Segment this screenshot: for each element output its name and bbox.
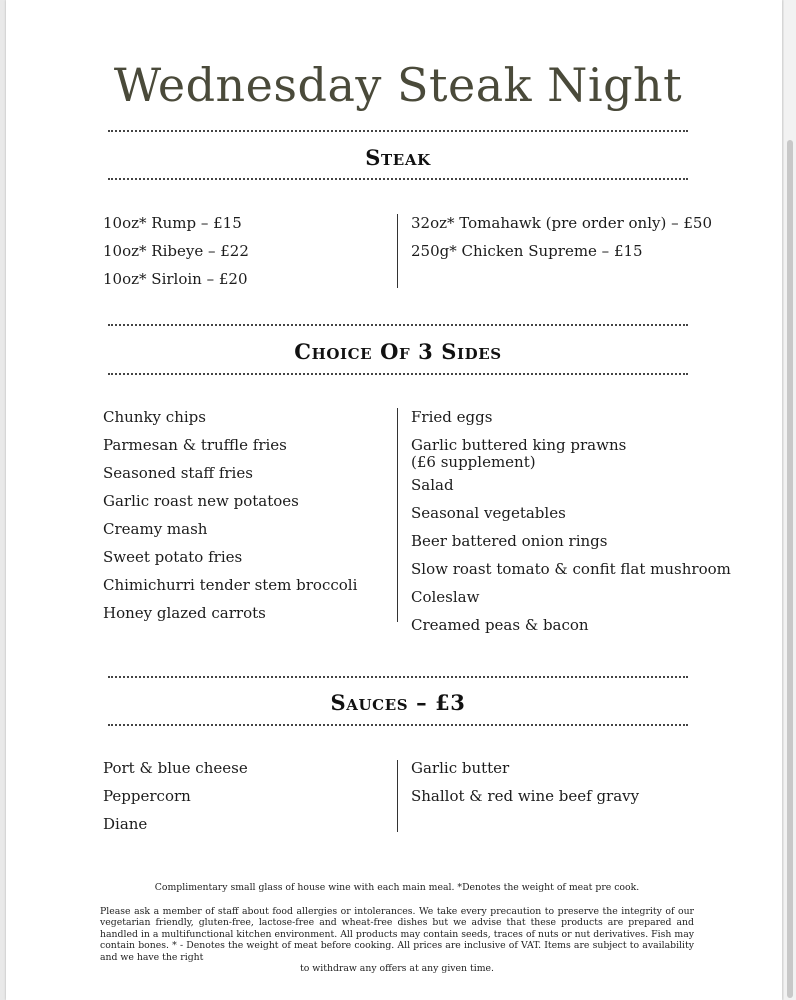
sauce-item: Peppercorn (103, 787, 191, 805)
supplement-note: (£6 supplement) (411, 453, 536, 471)
side-item: Fried eggs (411, 408, 493, 426)
dotted-divider (108, 324, 688, 326)
dotted-divider (108, 724, 688, 726)
side-item: Sweet potato fries (103, 548, 243, 566)
footer-notes (100, 882, 694, 975)
side-item: Honey glazed carrots (103, 604, 266, 622)
steak-item: 10oz* Ribeye – £22 (103, 242, 249, 260)
sauces-left-column (103, 754, 248, 838)
column-divider (397, 760, 398, 832)
sauce-item: Shallot & red wine beef gravy (411, 787, 640, 805)
side-item-prawns (411, 431, 731, 471)
steak-left-column (103, 209, 249, 293)
dotted-divider (108, 676, 688, 678)
side-item: Creamed peas & bacon (411, 616, 589, 634)
sauce-item: Diane (103, 815, 148, 833)
sauce-item: Garlic butter (411, 759, 510, 777)
side-item: Chunky chips (103, 408, 206, 426)
sauce-item: Port & blue cheese (103, 759, 248, 777)
side-item: Beer battered onion rings (411, 532, 608, 550)
steak-item: 10oz* Sirloin – £20 (103, 270, 248, 288)
scrollbar-thumb[interactable] (787, 140, 793, 998)
side-item: Parmesan & truffle fries (103, 436, 287, 454)
column-divider (397, 214, 398, 288)
steak-right-column (411, 209, 712, 265)
steak-item: 250g* Chicken Supreme – £15 (411, 242, 643, 260)
sides-right-column (411, 403, 731, 639)
steak-item: 32oz* Tomahawk (pre order only) – £50 (411, 214, 712, 232)
side-item: Coleslaw (411, 588, 480, 606)
steak-heading: Steak (365, 145, 431, 170)
column-divider (397, 408, 398, 622)
sides-heading: Choice Of 3 Sides (294, 339, 502, 364)
disclaimer-end: to withdraw any offers at any given time. (300, 963, 494, 974)
side-item: Garlic roast new potatoes (103, 492, 299, 510)
side-item: Salad (411, 476, 454, 494)
side-item: Slow roast tomato & confit flat mushroom (411, 560, 731, 578)
steak-item: 10oz* Rump – £15 (103, 214, 242, 232)
dotted-divider (108, 130, 688, 132)
sauces-right-column (411, 754, 639, 810)
sides-left-column (103, 403, 357, 627)
side-item-label: Garlic buttered king prawns (411, 436, 627, 454)
side-item: Seasonal vegetables (411, 504, 566, 522)
dotted-divider (108, 373, 688, 375)
side-item: Seasoned staff fries (103, 464, 253, 482)
wine-note: Complimentary small glass of house wine with each main meal. *Denotes the weight of meat pre cook. (154, 882, 640, 893)
sauces-heading: Sauces – £3 (330, 690, 466, 715)
menu-title: Wednesday Steak Night (113, 58, 683, 112)
side-item: Creamy mash (103, 520, 208, 538)
allergy-disclaimer: Please ask a member of staff about food allergies or intolerances. We take every precaution to preserve the integrity of our vegetarian friendly, gluten-free, lactose-free and wheat-free dishes but we advise that these products are prepared and handled in a multifunctional kitchen environment. All products may contain seeds, traces of nuts or nut derivatives. Fish may contain bones. * - Denotes the weight of meat before cooking. All prices are inclusive of VAT. Items are subject to availability and we have the right (100, 905, 694, 963)
dotted-divider (108, 178, 688, 180)
side-item: Chimichurri tender stem broccoli (103, 576, 358, 594)
